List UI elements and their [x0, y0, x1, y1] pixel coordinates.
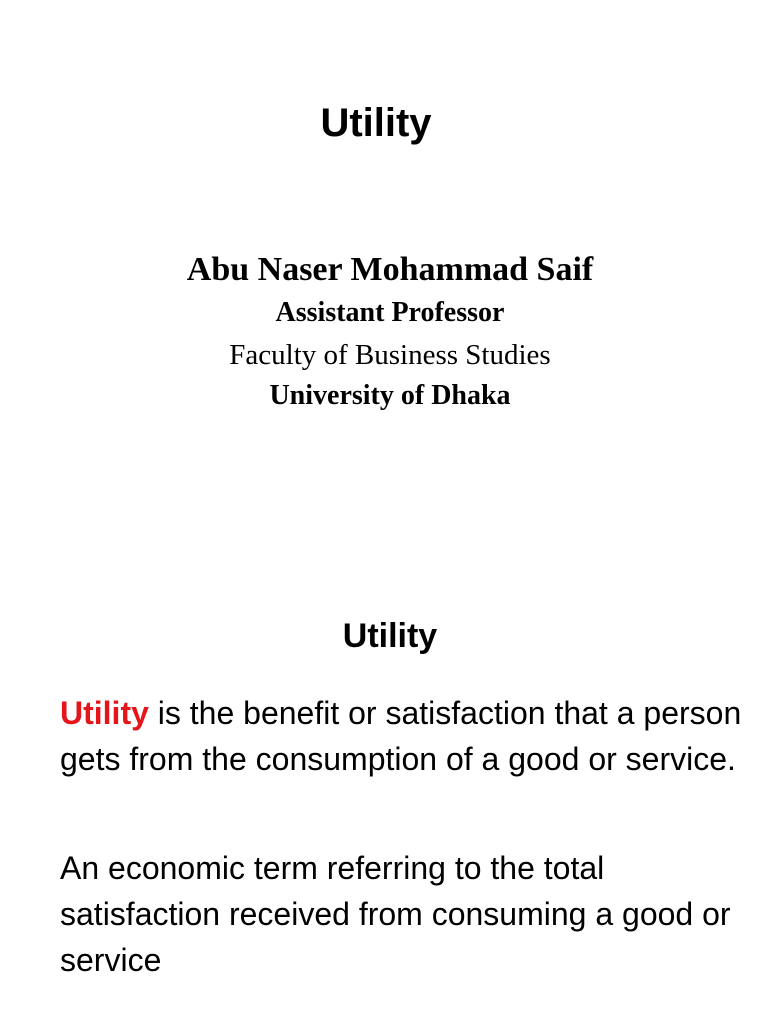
definition-paragraph: [60, 690, 750, 782]
author-faculty: Faculty of Business Studies: [229, 339, 551, 371]
definition-slide: [0, 512, 768, 1024]
economic-definition-paragraph: An economic term referring to the total satisfaction received from consuming a good or service: [60, 850, 731, 978]
author-title: Assistant Professor: [275, 297, 505, 328]
highlighted-term: Utility: [60, 695, 149, 731]
author-university: University of Dhaka: [269, 380, 511, 411]
slide-title: Utility: [320, 101, 432, 145]
slide-title: Utility: [342, 617, 438, 655]
definition-text: is the benefit or satisfaction that a person gets from the consumption of a good or service.: [60, 695, 742, 777]
author-name: Abu Naser Mohammad Saif: [186, 251, 594, 288]
